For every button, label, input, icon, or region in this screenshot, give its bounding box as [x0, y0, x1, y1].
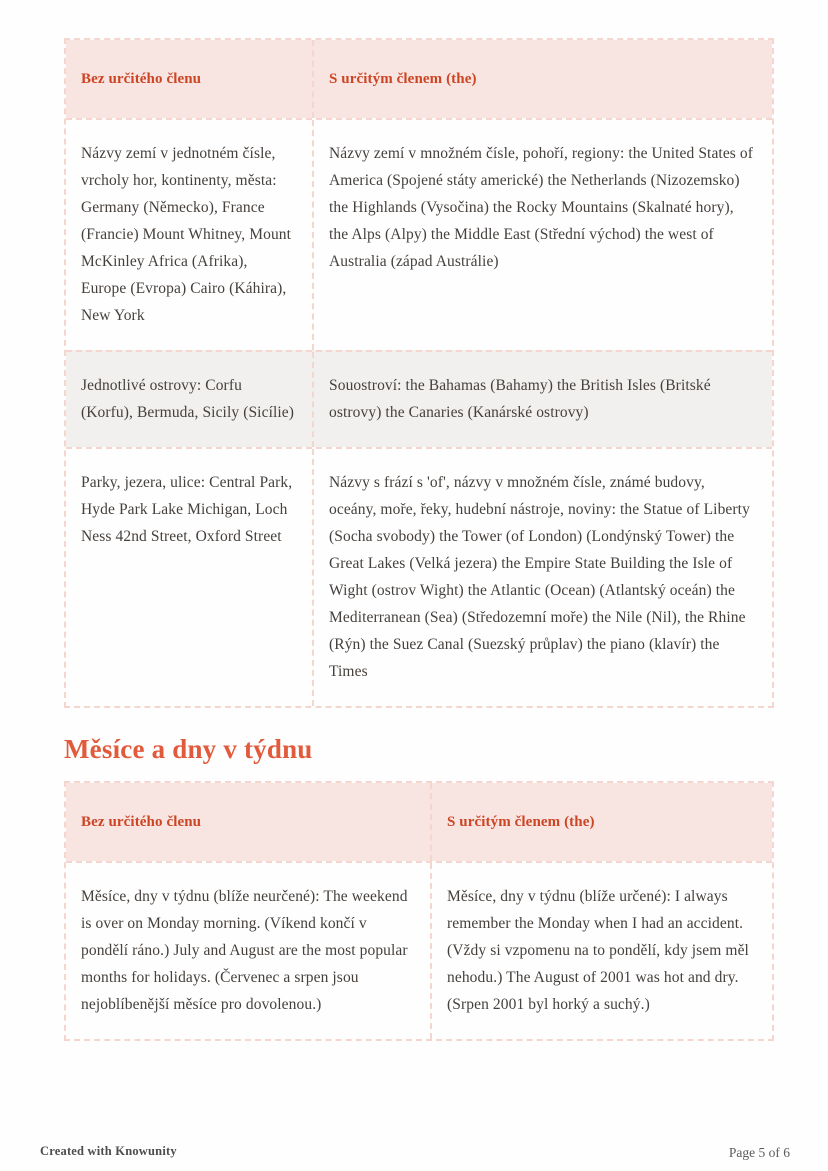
cell-islands-definite-article: Souostroví: the Bahamas (Bahamy) the British Isles (Britské ostrovy) the Canaries (Kanárské ostrovy): [312, 352, 772, 447]
table-row: [66, 350, 772, 447]
cell-months-no-article: Měsíce, dny v týdnu (blíže neurčené): The weekend is over on Monday morning. (Víkend končí v pondělí ráno.) July and August are the most popular months for holidays. (Červenec a srpen jsou nejoblíbenější měsíce pro dovolenou.): [81, 888, 408, 1013]
footer-branding: Created with Knowunity: [40, 1144, 177, 1158]
page-content: [64, 38, 774, 1041]
cell-countries-definite-article: Názvy zemí v množném čísle, pohoří, regiony: the United States of America (Spojené státy americké) the Netherlands (Nizozemsko) the Highlands (Vysočina) the Rocky Mountains (Skalnaté hory), the Alps (Alpy) the Middle East (Střední východ) the west of Australia (západ Austrálie): [312, 120, 772, 350]
articles-table: [64, 38, 774, 708]
footer-page-number: Page 5 of 6: [728, 1145, 790, 1160]
cell-of-phrases-definite-article: Názvy s frází s 'of', názvy v množném čísle, známé budovy, oceány, moře, řeky, hudební nástroje, noviny: the Statue of Liberty (Socha svobody) the Tower (of London) (Londýnský Tower) the Great Lakes (Velká jezera) the Empire State Building the Isle of Wight (ostrov Wight) the Atlantic (Ocean) (Atlantský oceán) the Mediterranean (Sea) (Středozemní moře) the Nile (Nil), the Rhine (Rýn) the Suez Canal (Suezský průplav) the piano (klavír) the Times: [312, 449, 772, 706]
cell-months-definite-article: Měsíce, dny v týdnu (blíže určené): I always remember the Monday when I had an accident. (Vždy si vzpomenu na to pondělí, kdy jsem měl nehodu.) The August of 2001 was hot and dry. (Srpen 2001 byl horký a suchý.): [430, 863, 772, 1039]
cell-islands-no-article: Jednotlivé ostrovy: Corfu (Korfu), Bermuda, Sicily (Sicílie): [81, 377, 295, 421]
table-header-row: [66, 783, 772, 861]
cell-parks-no-article: Parky, jezera, ulice: Central Park, Hyde Park Lake Michigan, Loch Ness 42nd Street, Oxford Street: [81, 474, 293, 545]
table-row: [66, 861, 772, 1039]
column-header-no-article: Bez určitého členu: [81, 814, 202, 830]
cell-countries-no-article: Názvy zemí v jednotném čísle, vrcholy hor, kontinenty, města: Germany (Německo), France (Francie) Mount Whitney, Mount McKinley Africa (Afrika), Europe (Evropa) Cairo (Káhira), New York: [81, 145, 292, 324]
column-header-definite-article: S určitým členem (the): [430, 783, 772, 861]
table-header-row: [66, 40, 772, 118]
column-header-no-article: Bez určitého členu: [81, 71, 202, 87]
table-row: [66, 118, 772, 350]
section-heading-months-days: Měsíce a dny v týdnu: [64, 734, 313, 764]
table-row: [66, 447, 772, 706]
months-days-table: [64, 781, 774, 1041]
column-header-definite-article: S určitým členem (the): [312, 40, 772, 118]
